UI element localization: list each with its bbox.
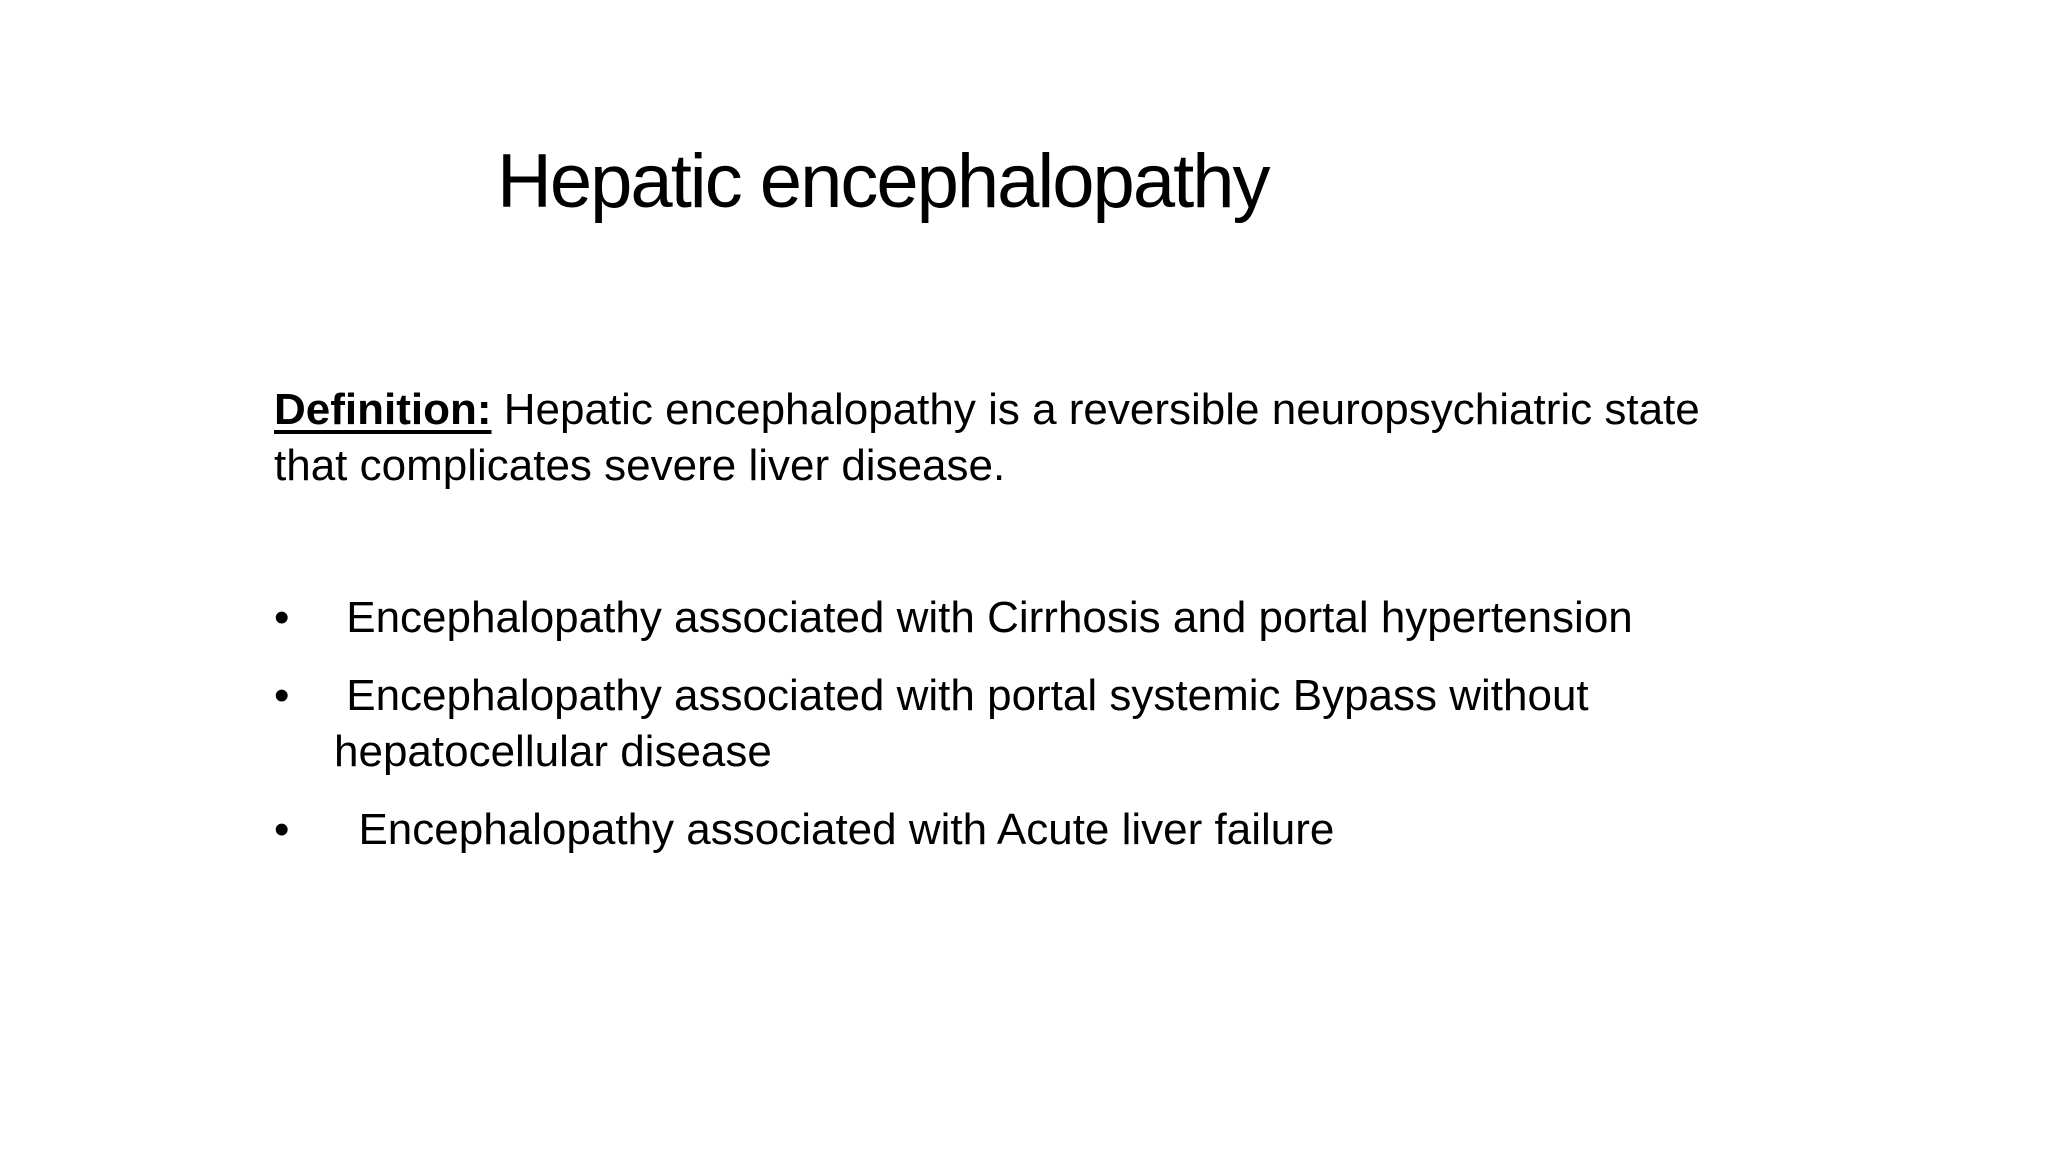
list-item [274,802,1834,858]
definition-text: Hepatic encephalopathy is a reversible neuropsychiatric state that complicates severe liver disease. [274,385,1700,490]
definition-paragraph [274,382,1774,494]
slide-title: Hepatic encephalopathy [497,139,1269,224]
bullet-icon: • [274,671,290,720]
bullet-text: Encephalopathy associated with Acute liver failure [334,805,1335,854]
list-item [274,668,1834,780]
bullet-text: Encephalopathy associated with portal systemic Bypass without hepatocellular disease [334,671,1601,776]
bullet-text: Encephalopathy associated with Cirrhosis and portal hypertension [334,593,1633,642]
bullet-icon: • [274,593,290,642]
list-item [274,590,1834,646]
definition-label: Definition: [274,385,492,434]
bullet-list [274,590,1834,880]
bullet-icon: • [274,805,290,854]
